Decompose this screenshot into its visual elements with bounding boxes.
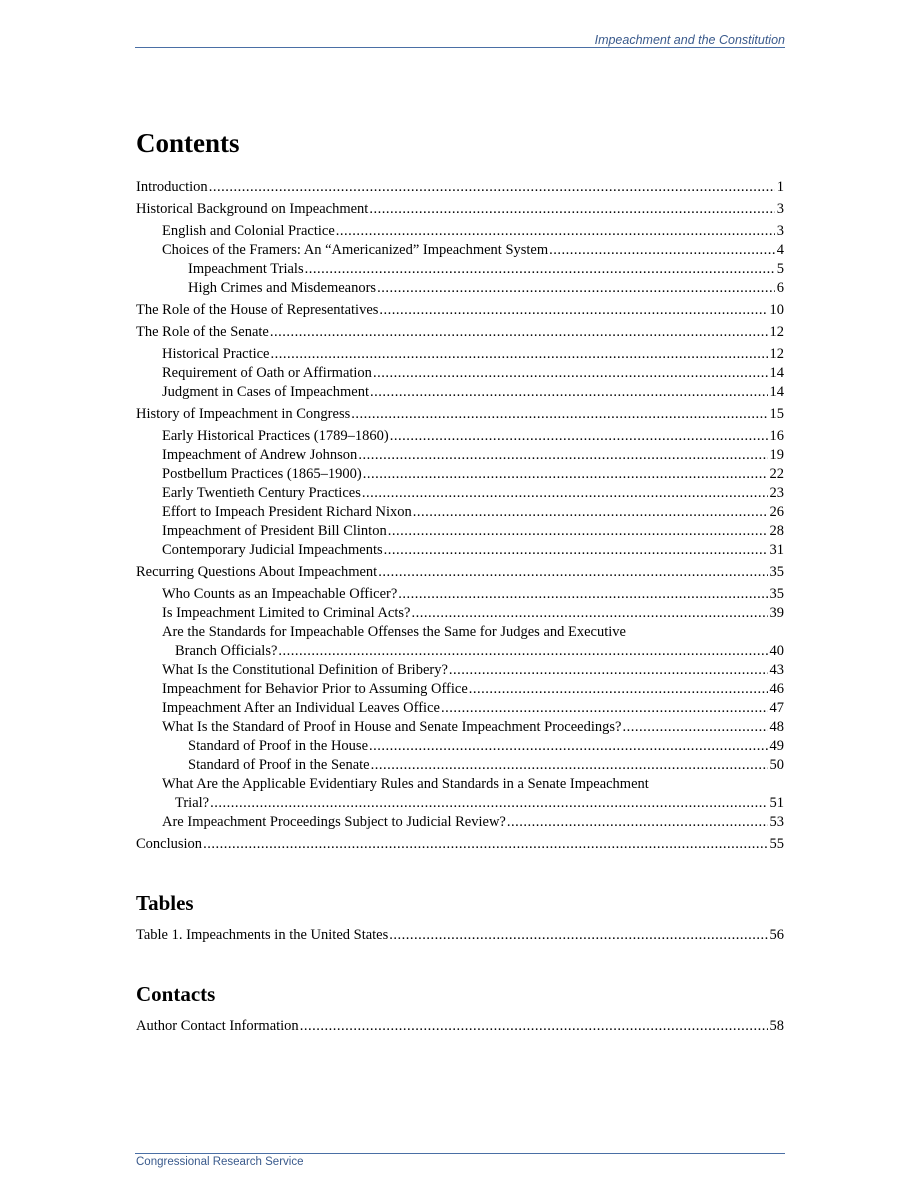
toc-entry-link[interactable] [136, 345, 784, 364]
toc-entry-link[interactable] [136, 465, 784, 484]
dot-leader [371, 756, 768, 775]
tables-section [136, 890, 784, 945]
toc-entry-page: 39 [769, 605, 784, 621]
dot-leader [384, 541, 768, 560]
contacts-section [136, 981, 784, 1036]
dot-leader [378, 563, 767, 582]
dot-leader [369, 737, 767, 756]
toc-entry-link[interactable] [136, 364, 784, 383]
toc-entry-page: 14 [769, 384, 784, 400]
toc-entry-link[interactable] [136, 446, 784, 465]
toc-entry-page: 35 [769, 586, 784, 602]
toc-entry-link[interactable] [136, 260, 784, 279]
toc-entry-title: Impeachment for Behavior Prior to Assuming Office [162, 681, 468, 697]
toc-entry-page: 22 [769, 466, 784, 482]
toc-entry-title: Contemporary Judicial Impeachments [162, 542, 383, 558]
dot-leader [377, 279, 775, 298]
dot-leader [441, 699, 768, 718]
toc-entry-link[interactable] [136, 680, 784, 699]
toc-entry-link[interactable] [136, 718, 784, 737]
toc-entry-link[interactable] [136, 222, 784, 241]
toc-entry-continuation [162, 642, 784, 661]
toc-entry-title: Choices of the Framers: An “Americanized” Impeachment System [162, 242, 549, 258]
toc-entry-title: Impeachment of Andrew Johnson [162, 447, 358, 463]
toc-entry-page: 15 [769, 406, 784, 422]
toc-entry-link[interactable] [136, 835, 784, 854]
toc-entry-link[interactable] [136, 604, 784, 623]
tables-list [136, 926, 784, 945]
dot-leader [336, 222, 775, 241]
dot-leader [369, 200, 774, 219]
toc-entry-link[interactable] [136, 279, 784, 298]
dot-leader [413, 503, 768, 522]
toc-entry-title: History of Impeachment in Congress [136, 406, 351, 422]
toc-entry-link[interactable] [136, 200, 784, 219]
toc-entry-title: Standard of Proof in the House [188, 738, 369, 754]
toc-entry-page: 5 [776, 261, 784, 277]
toc-entry-link[interactable] [136, 699, 784, 718]
toc-entry-link[interactable] [136, 427, 784, 446]
toc-entry-link[interactable] [136, 178, 784, 197]
toc-entry-page: 48 [769, 719, 784, 735]
tables-heading: Tables [136, 891, 194, 915]
toc-entry-title: Recurring Questions About Impeachment [136, 564, 378, 580]
toc-entry-page: 58 [769, 1018, 784, 1034]
document-body [136, 126, 784, 1072]
toc-entry-page: 3 [776, 223, 784, 239]
toc-entry-title: Historical Practice [162, 346, 270, 362]
toc-entry-page: 31 [769, 542, 784, 558]
toc-entry-title: Impeachment of President Bill Clinton [162, 523, 387, 539]
dot-leader [271, 345, 768, 364]
toc-entry-page: 49 [769, 738, 784, 754]
dot-leader [373, 364, 768, 383]
dot-leader [363, 465, 768, 484]
toc-entry-page: 14 [769, 365, 784, 381]
toc-entry-page: 28 [769, 523, 784, 539]
toc-entry-link[interactable] [136, 241, 784, 260]
dot-leader [370, 383, 768, 402]
dot-leader [270, 323, 768, 342]
toc-entry-page: 19 [769, 447, 784, 463]
toc-entry-link[interactable] [136, 383, 784, 402]
contents-list [136, 178, 784, 854]
dot-leader [390, 427, 768, 446]
toc-entry-page: 12 [769, 346, 784, 362]
dot-leader [203, 835, 767, 854]
dot-leader [507, 813, 768, 832]
toc-entry-title: Table 1. Impeachments in the United States [136, 927, 389, 943]
dot-leader [549, 241, 775, 260]
toc-entry-title: Conclusion [136, 836, 203, 852]
contents-heading: Contents [136, 128, 240, 158]
toc-entry-continuation [162, 794, 784, 813]
toc-entry-title: What Is the Standard of Proof in House and Senate Impeachment Proceedings? [162, 719, 622, 735]
toc-entry-title: Impeachment Trials [188, 261, 304, 277]
dot-leader [388, 522, 768, 541]
toc-entry-title: Early Historical Practices (1789–1860) [162, 428, 389, 444]
contacts-heading: Contacts [136, 982, 216, 1006]
toc-entry-page: 12 [769, 324, 784, 340]
toc-entry-link[interactable] [136, 1017, 784, 1036]
dot-leader [358, 446, 767, 465]
toc-entry-title: What Is the Constitutional Definition of Bribery? [162, 662, 448, 678]
toc-entry-page: 55 [769, 836, 784, 852]
dot-leader [389, 926, 767, 945]
toc-entry-title: Postbellum Practices (1865–1900) [162, 466, 362, 482]
toc-entry-page: 53 [769, 814, 784, 830]
toc-entry-link[interactable] [136, 585, 784, 604]
toc-entry-link[interactable] [136, 563, 784, 582]
dot-leader [379, 301, 767, 320]
toc-entry-link[interactable] [136, 661, 784, 680]
toc-entry-page: 47 [769, 700, 784, 716]
toc-entry-title: Effort to Impeach President Richard Nixon [162, 504, 412, 520]
toc-entry-link[interactable] [136, 756, 784, 775]
contents-section [136, 126, 784, 854]
toc-entry-link[interactable] [136, 301, 784, 320]
toc-entry-title: Requirement of Oath or Affirmation [162, 365, 372, 381]
toc-entry-title-continued: Branch Officials? [175, 643, 278, 659]
toc-entry-title: Historical Background on Impeachment [136, 201, 369, 217]
dot-leader [210, 794, 767, 813]
toc-entry-page: 51 [769, 795, 784, 811]
toc-entry-page: 40 [769, 643, 784, 659]
toc-entry-link[interactable] [136, 484, 784, 503]
toc-entry-page: 43 [769, 662, 784, 678]
toc-entry-title: High Crimes and Misdemeanors [188, 280, 377, 296]
dot-leader [305, 260, 775, 279]
dot-leader [411, 604, 767, 623]
toc-entry-link[interactable] [136, 323, 784, 342]
footer-organization: Congressional Research Service [136, 1156, 304, 1168]
toc-entry-title-continued: Trial? [175, 795, 210, 811]
toc-entry-title: Early Twentieth Century Practices [162, 485, 361, 501]
toc-entry-page: 10 [769, 302, 784, 318]
dot-leader [469, 680, 768, 699]
toc-entry-title: Judgment in Cases of Impeachment [162, 384, 369, 400]
toc-entry-page: 35 [769, 564, 784, 580]
toc-entry-page: 46 [769, 681, 784, 697]
toc-entry-title: Who Counts as an Impeachable Officer? [162, 586, 398, 602]
dot-leader [622, 718, 767, 737]
toc-entry-link[interactable] [136, 775, 784, 813]
toc-entry-title: Is Impeachment Limited to Criminal Acts? [162, 605, 411, 621]
toc-entry-title: Are the Standards for Impeachable Offenses the Same for Judges and Executive [162, 624, 626, 640]
toc-entry-title: The Role of the House of Representatives [136, 302, 379, 318]
toc-entry-page: 56 [769, 927, 784, 943]
toc-entry-title: Are Impeachment Proceedings Subject to Judicial Review? [162, 814, 506, 830]
dot-leader [449, 661, 768, 680]
toc-entry-title: Author Contact Information [136, 1018, 299, 1034]
toc-entry-page: 3 [776, 201, 784, 217]
dot-leader [362, 484, 768, 503]
toc-entry-title: Standard of Proof in the Senate [188, 757, 370, 773]
dot-leader [300, 1017, 768, 1036]
toc-entry-title: Impeachment After an Individual Leaves Office [162, 700, 440, 716]
toc-entry-title: What Are the Applicable Evidentiary Rules and Standards in a Senate Impeachment [162, 776, 649, 792]
running-header-title: Impeachment and the Constitution [594, 33, 785, 47]
toc-entry-page: 26 [769, 504, 784, 520]
toc-entry-title: English and Colonial Practice [162, 223, 335, 239]
toc-entry-link[interactable] [136, 926, 784, 945]
toc-entry-page: 23 [769, 485, 784, 501]
contacts-list [136, 1017, 784, 1036]
toc-entry-title: The Role of the Senate [136, 324, 269, 340]
toc-entry-link[interactable] [136, 623, 784, 661]
dot-leader [278, 642, 767, 661]
toc-entry-page: 50 [769, 757, 784, 773]
toc-entry-page: 1 [776, 179, 784, 195]
toc-entry-page: 16 [769, 428, 784, 444]
toc-entry-title: Introduction [136, 179, 208, 195]
toc-entry-link[interactable] [136, 405, 784, 424]
toc-entry-link[interactable] [136, 737, 784, 756]
dot-leader [398, 585, 767, 604]
toc-entry-link[interactable] [136, 522, 784, 541]
toc-entry-link[interactable] [136, 503, 784, 522]
dot-leader [209, 178, 775, 197]
header-rule [135, 47, 785, 48]
toc-entry-page: 4 [776, 242, 784, 258]
dot-leader [351, 405, 767, 424]
toc-entry-link[interactable] [136, 813, 784, 832]
toc-entry-link[interactable] [136, 541, 784, 560]
toc-entry-page: 6 [776, 280, 784, 296]
footer-rule [135, 1153, 785, 1154]
